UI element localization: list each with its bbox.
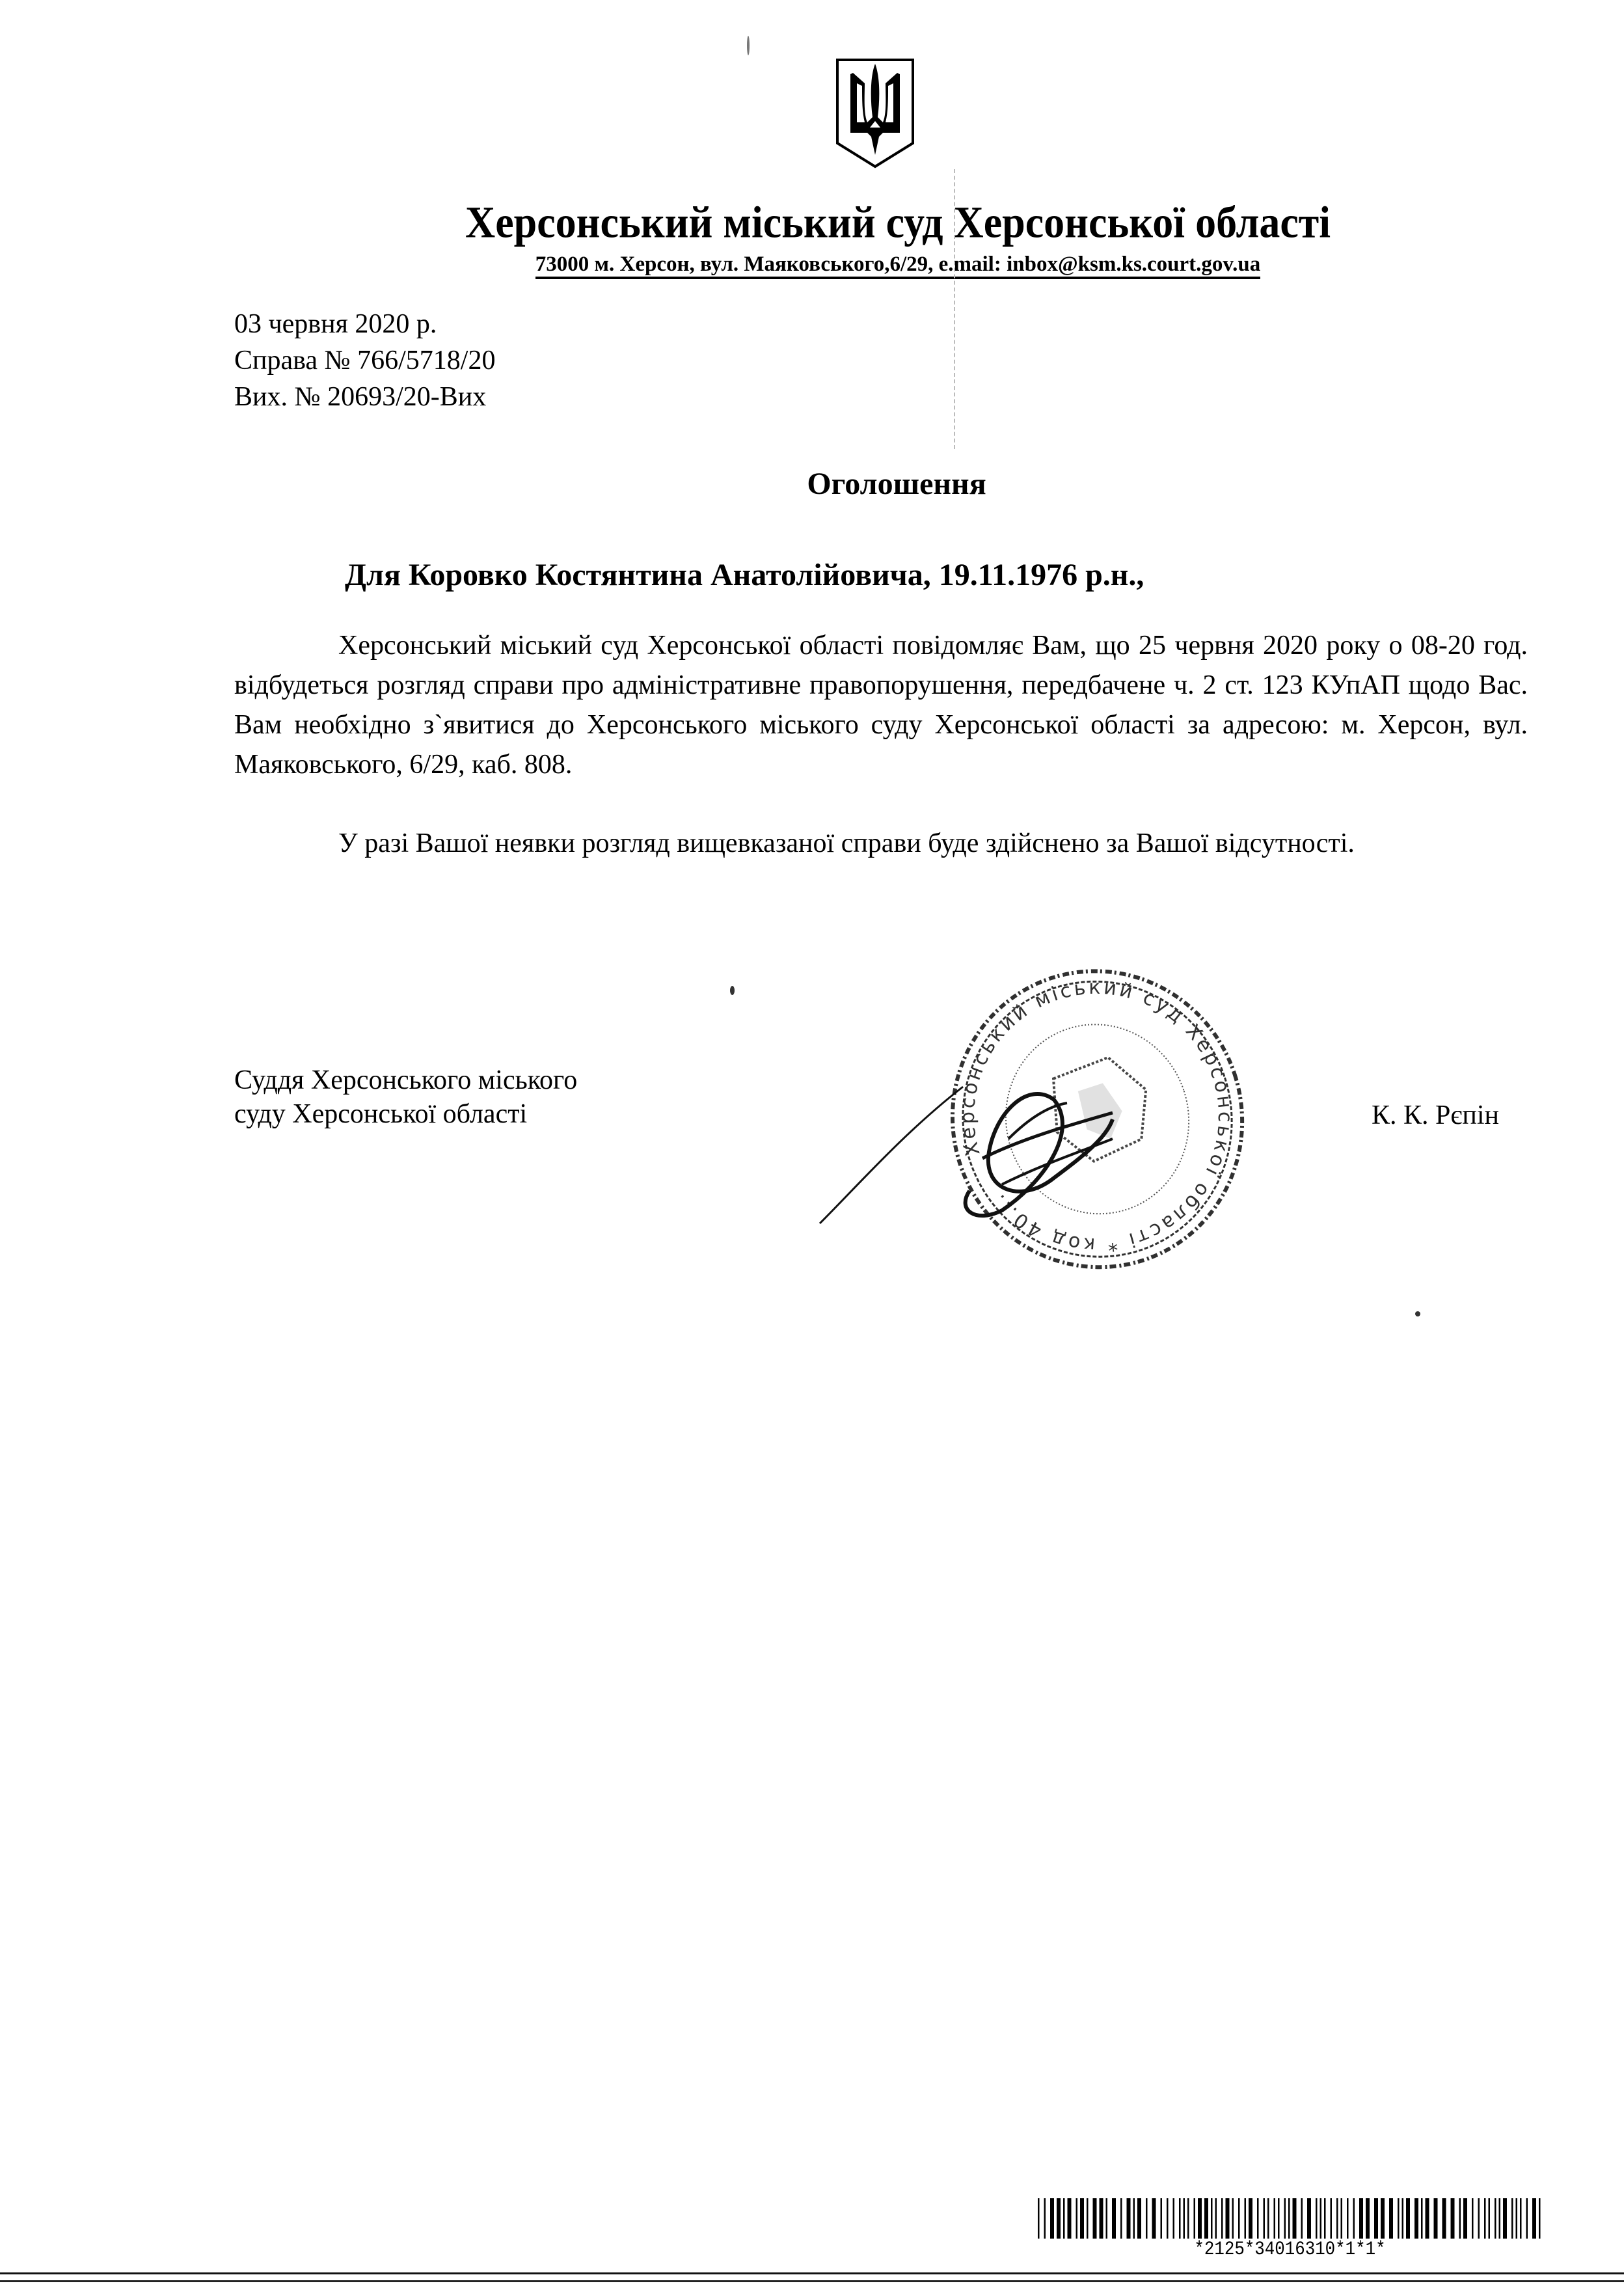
- barcode-bar: [1539, 2198, 1541, 2239]
- barcode-bar: [1532, 2198, 1536, 2239]
- barcode-bar: [1331, 2198, 1333, 2239]
- barcode-bar: [1402, 2198, 1404, 2239]
- barcode-bar: [1226, 2198, 1230, 2239]
- document-date: 03 червня 2020 р.: [234, 309, 437, 339]
- barcode-bar: [1336, 2198, 1338, 2239]
- barcode-bar: [1293, 2198, 1297, 2239]
- barcode-bar: [1406, 2198, 1410, 2239]
- barcode-bar: [1511, 2198, 1513, 2239]
- notice-heading: Оголошення: [807, 467, 986, 501]
- barcode-bar: [1232, 2198, 1234, 2239]
- barcode-bar: [1434, 2198, 1438, 2239]
- barcode-bar: [1057, 2198, 1061, 2239]
- barcode-bar: [1288, 2198, 1290, 2239]
- barcode-bar: [1478, 2198, 1480, 2239]
- notice-paragraph: У разі Вашої неявки розгляд вищевказаної справи буде здійснено за Вашої відсутності.: [338, 828, 1355, 858]
- barcode-bar: [1489, 2198, 1491, 2239]
- notice-paragraph: Херсонський міський суд Херсонської області повідомляє Вам, що 25 червня 2020 року о 08-20 год. відбудеться розгляд справи про адміністративне правопорушення, передбачене ч. 2 ст. 123 КУпАП щодо Вас. Вам необхідно з`явитися до Херсонського міського суду Херсонської області за адресою: м. Херсон, вул. Маяковського, 6/29, каб. 808.: [234, 631, 1528, 780]
- notice-addressee: Для Коровко Костянтина Анатолійовича, 19.11.1976 р.н.,: [345, 558, 1144, 592]
- barcode-bar: [1249, 2198, 1252, 2239]
- scan-speck: [1415, 1311, 1420, 1316]
- barcode-bar: [1167, 2198, 1169, 2239]
- barcode-bar: [1414, 2198, 1418, 2239]
- barcode-bar: [1520, 2198, 1522, 2239]
- barcode-bar: [1106, 2198, 1108, 2239]
- barcode: [1038, 2198, 1542, 2239]
- scan-edge-line: [0, 2280, 1624, 2282]
- handwritten-signature: [807, 989, 1275, 1262]
- barcode-bar: [1307, 2198, 1311, 2239]
- barcode-bar: [1472, 2198, 1474, 2239]
- barcode-bar: [1087, 2198, 1089, 2239]
- barcode-bar: [1274, 2198, 1276, 2239]
- barcode-bar: [1359, 2198, 1363, 2239]
- barcode-bar: [1173, 2198, 1175, 2239]
- judge-title-line: суду Херсонської області: [234, 1099, 528, 1129]
- barcode-bar: [1516, 2198, 1518, 2239]
- barcode-bar: [1381, 2198, 1385, 2239]
- barcode-bar: [1389, 2198, 1393, 2239]
- barcode-bar: [1050, 2198, 1054, 2239]
- barcode-bar: [1068, 2198, 1072, 2239]
- barcode-bar: [1179, 2198, 1181, 2239]
- barcode-bar: [1451, 2198, 1455, 2239]
- barcode-bar: [1316, 2198, 1318, 2239]
- barcode-bar: [1245, 2198, 1247, 2239]
- judge-title-line: Суддя Херсонського міського: [234, 1065, 578, 1095]
- barcode-bar: [1366, 2198, 1370, 2239]
- barcode-bar: [1152, 2198, 1156, 2239]
- barcode-bar: [1398, 2198, 1400, 2239]
- barcode-bar: [1278, 2198, 1280, 2239]
- barcode-bar: [1374, 2198, 1378, 2239]
- barcode-bar: [1161, 2198, 1163, 2239]
- barcode-bar: [1184, 2198, 1185, 2239]
- barcode-bar: [1320, 2198, 1322, 2239]
- barcode-bar: [1127, 2198, 1131, 2239]
- barcode-bar: [1267, 2198, 1269, 2239]
- barcode-bar: [1484, 2198, 1486, 2239]
- barcode-bar: [1076, 2198, 1078, 2239]
- barcode-bar: [1194, 2198, 1196, 2239]
- barcode-bar: [1426, 2198, 1429, 2239]
- barcode-bar: [1463, 2198, 1467, 2239]
- barcode-bar: [1120, 2198, 1122, 2239]
- scan-edge-line: [0, 2272, 1624, 2274]
- barcode-bar: [1503, 2198, 1507, 2239]
- court-name-title: Херсонський міський суд Херсонської області: [465, 197, 1331, 247]
- barcode-bar: [1526, 2198, 1528, 2239]
- barcode-bar: [1044, 2198, 1046, 2239]
- barcode-bar: [1421, 2198, 1423, 2239]
- scan-fold-line: [954, 169, 955, 449]
- barcode-bar: [1284, 2198, 1286, 2239]
- barcode-bar: [1221, 2198, 1223, 2239]
- judge-name: К. К. Рєпін: [1372, 1100, 1500, 1130]
- barcode-bar: [1238, 2198, 1240, 2239]
- case-number: Справа № 766/5718/20: [234, 346, 496, 375]
- barcode-bar: [1133, 2198, 1135, 2239]
- barcode-bar: [1112, 2198, 1116, 2239]
- scan-speck: [747, 36, 750, 55]
- barcode-bar: [1137, 2198, 1141, 2239]
- scan-speck: [730, 986, 735, 995]
- barcode-bar: [1211, 2198, 1213, 2239]
- barcode-bar: [1301, 2198, 1303, 2239]
- barcode-number: *2125*34016310*1*1*: [1194, 2239, 1386, 2261]
- barcode-bar: [1198, 2198, 1202, 2239]
- barcode-bar: [1038, 2198, 1040, 2239]
- barcode-bar: [1093, 2198, 1097, 2239]
- barcode-bar: [1264, 2198, 1265, 2239]
- barcode-bar: [1080, 2198, 1084, 2239]
- court-address-line: [86, 252, 1624, 277]
- barcode-bar: [1100, 2198, 1103, 2239]
- barcode-bar: [1442, 2198, 1446, 2239]
- barcode-bar: [1341, 2198, 1343, 2239]
- outgoing-number: Вих. № 20693/20-Вих: [234, 382, 487, 412]
- coat-of-arms-icon: [835, 57, 915, 169]
- seal-text: Херсонський міський суд Херсонської області * код 40...: [956, 975, 1237, 1257]
- barcode-bar: [1459, 2198, 1461, 2239]
- barcode-bar: [1324, 2198, 1326, 2239]
- barcode-bar: [1499, 2198, 1501, 2239]
- court-address-text: 73000 м. Херсон, вул. Маяковського,6/29, e.mail: inbox@ksm.ks.court.gov.ua: [535, 252, 1260, 279]
- barcode-bar: [1257, 2198, 1259, 2239]
- barcode-bar: [1495, 2198, 1496, 2239]
- judge-title: [234, 1063, 577, 1131]
- barcode-bar: [1146, 2198, 1148, 2239]
- barcode-bar: [1215, 2198, 1217, 2239]
- barcode-bar: [1347, 2198, 1349, 2239]
- barcode-bar: [1204, 2198, 1208, 2239]
- barcode-bar: [1063, 2198, 1065, 2239]
- barcode-bar: [1187, 2198, 1189, 2239]
- barcode-bar: [1353, 2198, 1355, 2239]
